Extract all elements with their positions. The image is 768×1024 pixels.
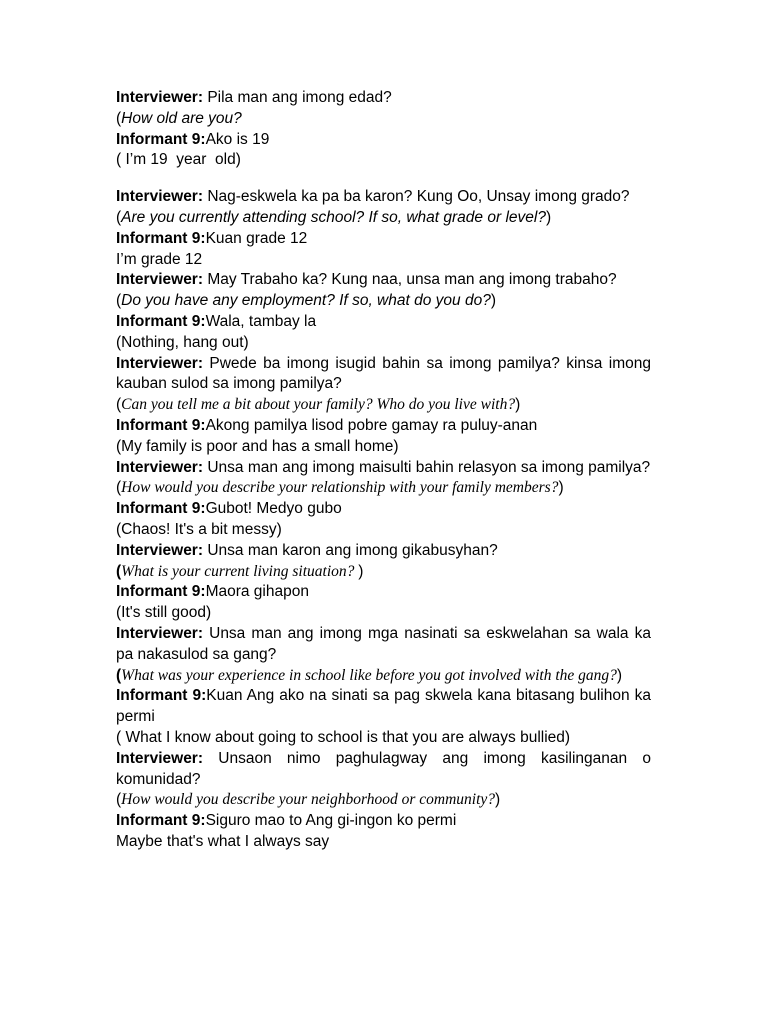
speaker-label: Interviewer:	[116, 89, 204, 106]
question-translation: (What was your experience in school like before you got involved with the gang?)	[116, 666, 623, 684]
speaker-label: Interviewer:	[116, 458, 204, 476]
answer-translation: (Chaos! It's a bit messy)	[116, 520, 282, 538]
interviewer-question: Interviewer: Unsa man ang imong mga nasinati sa eskwelahan sa wala ka pa nakasulod sa gang?	[116, 624, 651, 663]
informant-answer: Informant 9:Gubot! Medyo gubo	[116, 500, 342, 518]
answer-translation: Maybe that's what I always say	[116, 832, 330, 850]
interviewer-question: Interviewer: Pwede ba imong isugid bahin sa imong pamilya? kinsa imong kauban sulod sa imong pamilya?	[116, 354, 651, 393]
answer-translation: (Nothing, hang out)	[116, 333, 249, 351]
qa-block	[116, 541, 651, 624]
question-translation: (How would you describe your relationship with your family members?)	[116, 479, 564, 497]
answer-translation: I’m grade 12	[116, 250, 203, 268]
qa-block	[116, 624, 651, 749]
speaker-label: Informant 9:	[116, 312, 206, 330]
informant-answer: Informant 9:Kuan Ang ako na sinati sa pag skwela kana bitasang bulihon ka permi	[116, 687, 651, 726]
speaker-label: Informant 9:	[116, 812, 206, 830]
qa-block	[116, 88, 651, 171]
question-translation: (Do you have any employment? If so, what do you do?)	[116, 292, 496, 310]
speaker-label: Informant 9:	[116, 416, 206, 434]
interviewer-question: Interviewer: Unsa man karon ang imong gikabusyhan?	[116, 541, 498, 559]
question-translation: (How old are you?	[116, 109, 242, 127]
speaker-label: Informant 9:	[116, 500, 206, 518]
speaker-label: Interviewer:	[116, 188, 204, 206]
qa-block	[116, 458, 651, 541]
question-translation: (How would you describe your neighborhood or community?)	[116, 791, 501, 809]
speaker-label: Informant 9:	[116, 583, 206, 601]
question-translation: (What is your current living situation? )	[116, 562, 364, 580]
interviewer-question: Interviewer: Unsaon nimo paghulagway ang imong kasilinganan o komunidad?	[116, 749, 651, 788]
interviewer-question: Interviewer: Nag-eskwela ka pa ba karon? Kung Oo, Unsay imong grado?	[116, 188, 630, 206]
informant-answer: Informant 9:Maora gihapon	[116, 583, 309, 601]
speaker-label: Informant 9:	[116, 130, 206, 148]
interviewer-question: Interviewer: Unsa man ang imong maisulti bahin relasyon sa imong pamilya?	[116, 458, 651, 476]
speaker-label: Interviewer:	[116, 354, 204, 372]
qa-block	[116, 354, 651, 458]
interviewer-question: Interviewer: May Trabaho ka? Kung naa, unsa man ang imong trabaho?	[116, 271, 617, 289]
speaker-label: Interviewer:	[116, 624, 204, 642]
answer-translation: ( What I know about going to school is that you are always bullied)	[116, 728, 571, 746]
speaker-label: Interviewer:	[116, 541, 204, 559]
qa-block	[116, 270, 651, 353]
qa-block	[116, 187, 651, 270]
informant-answer: Informant 9:Akong pamilya lisod pobre gamay ra puluy-anan	[116, 416, 538, 434]
question-translation: (Are you currently attending school? If so, what grade or level?)	[116, 208, 552, 226]
answer-translation: ( I’m 19 year old)	[116, 151, 241, 169]
answer-translation: (My family is poor and has a small home)	[116, 437, 399, 455]
speaker-label: Interviewer:	[116, 271, 204, 289]
speaker-label: Interviewer:	[116, 749, 204, 767]
answer-translation: (It's still good)	[116, 604, 212, 622]
qa-block	[116, 749, 651, 853]
informant-answer: Informant 9:Ako is 19	[116, 130, 270, 148]
informant-answer: Informant 9:Kuan grade 12	[116, 229, 308, 247]
speaker-label: Informant 9:	[116, 687, 207, 705]
interview-transcript	[116, 88, 651, 853]
question-translation: (Can you tell me a bit about your family? Who do you live with?)	[116, 396, 521, 414]
speaker-label: Informant 9:	[116, 229, 206, 247]
informant-answer: Informant 9:Siguro mao to Ang gi-ingon ko permi	[116, 812, 457, 830]
interviewer-question: Interviewer: Pila man ang imong edad?	[116, 89, 392, 106]
informant-answer: Informant 9:Wala, tambay la	[116, 312, 317, 330]
